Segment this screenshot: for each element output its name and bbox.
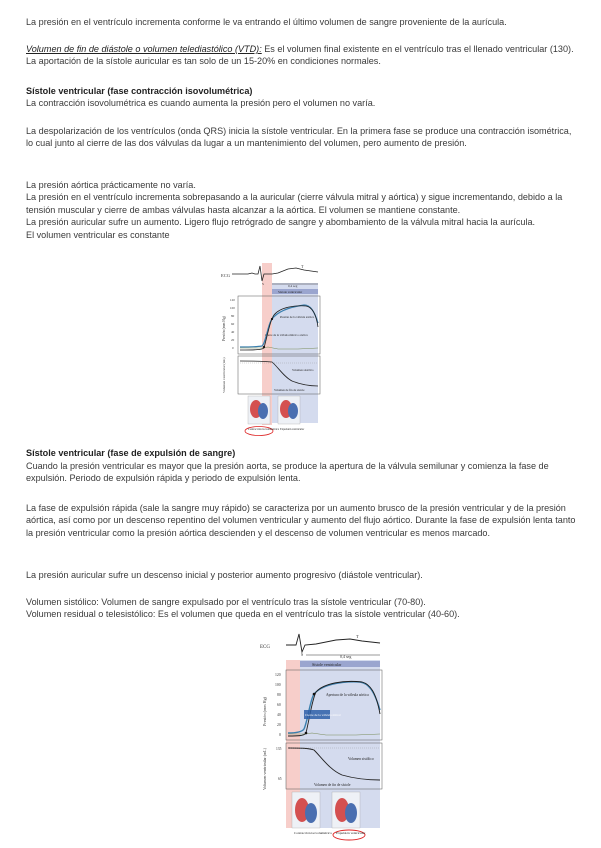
vol-tick: 135 [276,747,282,751]
phase-label: Sístole ventricular [312,662,342,667]
volume-axis-label: Volumen ventricular (mL) [222,357,226,393]
caption-left: Contracción isovolumétrica [294,831,332,835]
y-tick: 0 [279,733,281,737]
vol-annotation-2: Volumen de fin de sístole [314,783,351,787]
s-wave-label: S [301,652,304,657]
annotation-closure: Cierre de la válvula mitral o aórtica [265,333,308,337]
figure-isovolumetric [218,263,322,440]
volume-line: Volumen sistólico: Volumen de sangre expulsado por el ventrículo tras la sístole ventricular (70-80). [26,597,426,607]
y-tick: 120 [275,673,281,677]
y-tick: 20 [277,723,281,727]
y-tick: 80 [277,693,281,697]
annotation-aortic: Apertura de la válvula aórtica [326,693,369,697]
heading-isovolumetric: Sístole ventricular (fase contracción isovolumétrica) [26,86,253,96]
y-tick: 0 [232,346,234,350]
paragraph-ventricle-pressure: La presión en el ventrículo incrementa conforme le va entrando el último volumen de sangre proveniente de la aurícula. [26,17,507,27]
pressure-axis-label: Presión (mm Hg) [222,316,226,341]
paragraph-rapid-ejection: La fase de expulsión rápida (sale la sangre muy rápido) se caracteriza por un aumento brusco de la presión ventricular y de la presión aórtica, así como por un descenso repentino del volumen ventricular y aumento del flujo aórtico. Durante la fase de expulsión lenta tanto la presión ventricular como la presión aórtica descienden y el descenso de volumen ventricular es menos marcado. [26,503,576,538]
y-tick: 20 [231,338,235,342]
cardiac-cycle-diagram [256,630,386,842]
caption-right: Expulsión ventricular [336,831,366,835]
caption-left: Contracción isovolumétrica [248,428,279,431]
y-tick: 40 [231,330,235,334]
paragraph-atrial-pressure: La presión auricular sufre un descenso inicial y posterior aumento progresivo (diástole ventricular). [26,570,423,580]
y-tick: 100 [230,306,235,310]
paragraph-depolarization: La despolarización de los ventrículos (onda QRS) inicia la sístole ventricular. En la primera fase se produce una contracción isométrica, lo cual junto al cierre de las dos válvulas da lugar a un mantenimiento del volumen, pero aumento de presión. [26,126,572,149]
y-tick: 60 [277,703,281,707]
y-tick: 120 [230,298,235,302]
caption-right: Expulsión ventricular [280,428,305,431]
phase-label: Sístole ventricular [278,290,303,294]
fact-line: La presión auricular sufre un aumento. Ligero flujo retrógrado de sangre y abombamiento de la válvula mitral hacia la aurícula. [26,217,536,228]
t-wave-label: T [301,264,304,269]
y-tick: 40 [277,713,281,717]
annotation-closure: Cierre de la válvula mitral [305,713,341,717]
vol-annotation-2: Volumen de fin de sístole [274,388,305,392]
y-tick: 80 [231,314,235,318]
cardiac-cycle-diagram [218,263,322,440]
volume-definitions [26,596,578,621]
fact-line: La presión en el ventrículo incrementa sobrepasando a la auricular (cierre válvula mitral y aórtica) y sigue incrementando, debido a la tensión muscular y cierre de ambas válvulas hasta alcanzar a la aórtica. El volumen se mantiene constante. [26,192,563,215]
paragraph-vtd [26,43,578,68]
vol-annotation-1: Volumen sistólico [292,368,314,372]
ecg-label: ECG [221,273,230,278]
volume-line: Volumen residual o telesistólico: Es el volumen que queda en el ventrículo tras la sístole ventricular (40-60). [26,609,460,620]
figure-ejection [256,630,386,842]
vtd-text: Es el volumen final existente en el ventrículo tras el llenado ventricular (130). La aportación de la sístole auricular es tan solo de un 15-20% en condiciones normales. [26,44,574,67]
fact-line: La presión aórtica prácticamente no varía. [26,180,196,190]
fact-line: El volumen ventricular es constante [26,229,170,240]
s-wave-label: S [262,282,264,286]
y-tick: 100 [275,683,281,687]
vol-tick: 65 [278,777,282,781]
paragraph-isovolumetric: La contracción isovolumétrica es cuando aumenta la presión pero el volumen no varía. [26,98,376,108]
isovolumetric-facts [26,179,578,241]
y-tick: 60 [231,322,235,326]
t-wave-label: T [356,634,359,639]
heading-ejection: Sístole ventricular (fase de expulsión de sangre) [26,448,236,458]
ecg-label: ECG [260,645,270,650]
paragraph-valve-opening: Cuando la presión ventricular es mayor que la presión aorta, se produce la apertura de la válvula semilunar y comienza la fase de expulsión. Periodo de expulsión rápida y periodo de expulsión lenta. [26,461,549,484]
annotation-aortic: Presión de la válvula aórtica [280,315,314,319]
duration-label: 0,4 seg [340,654,352,659]
duration-label: 0,4 seg [288,284,298,288]
vol-annotation-1: Volumen sistólico [348,757,374,761]
vtd-term: Volumen de fin de diástole o volumen telediastólico (VTD): [26,44,262,54]
volume-axis-label: Volumen ventricular (mL) [262,748,267,790]
pressure-axis-label: Presión (mm Hg) [262,696,267,726]
